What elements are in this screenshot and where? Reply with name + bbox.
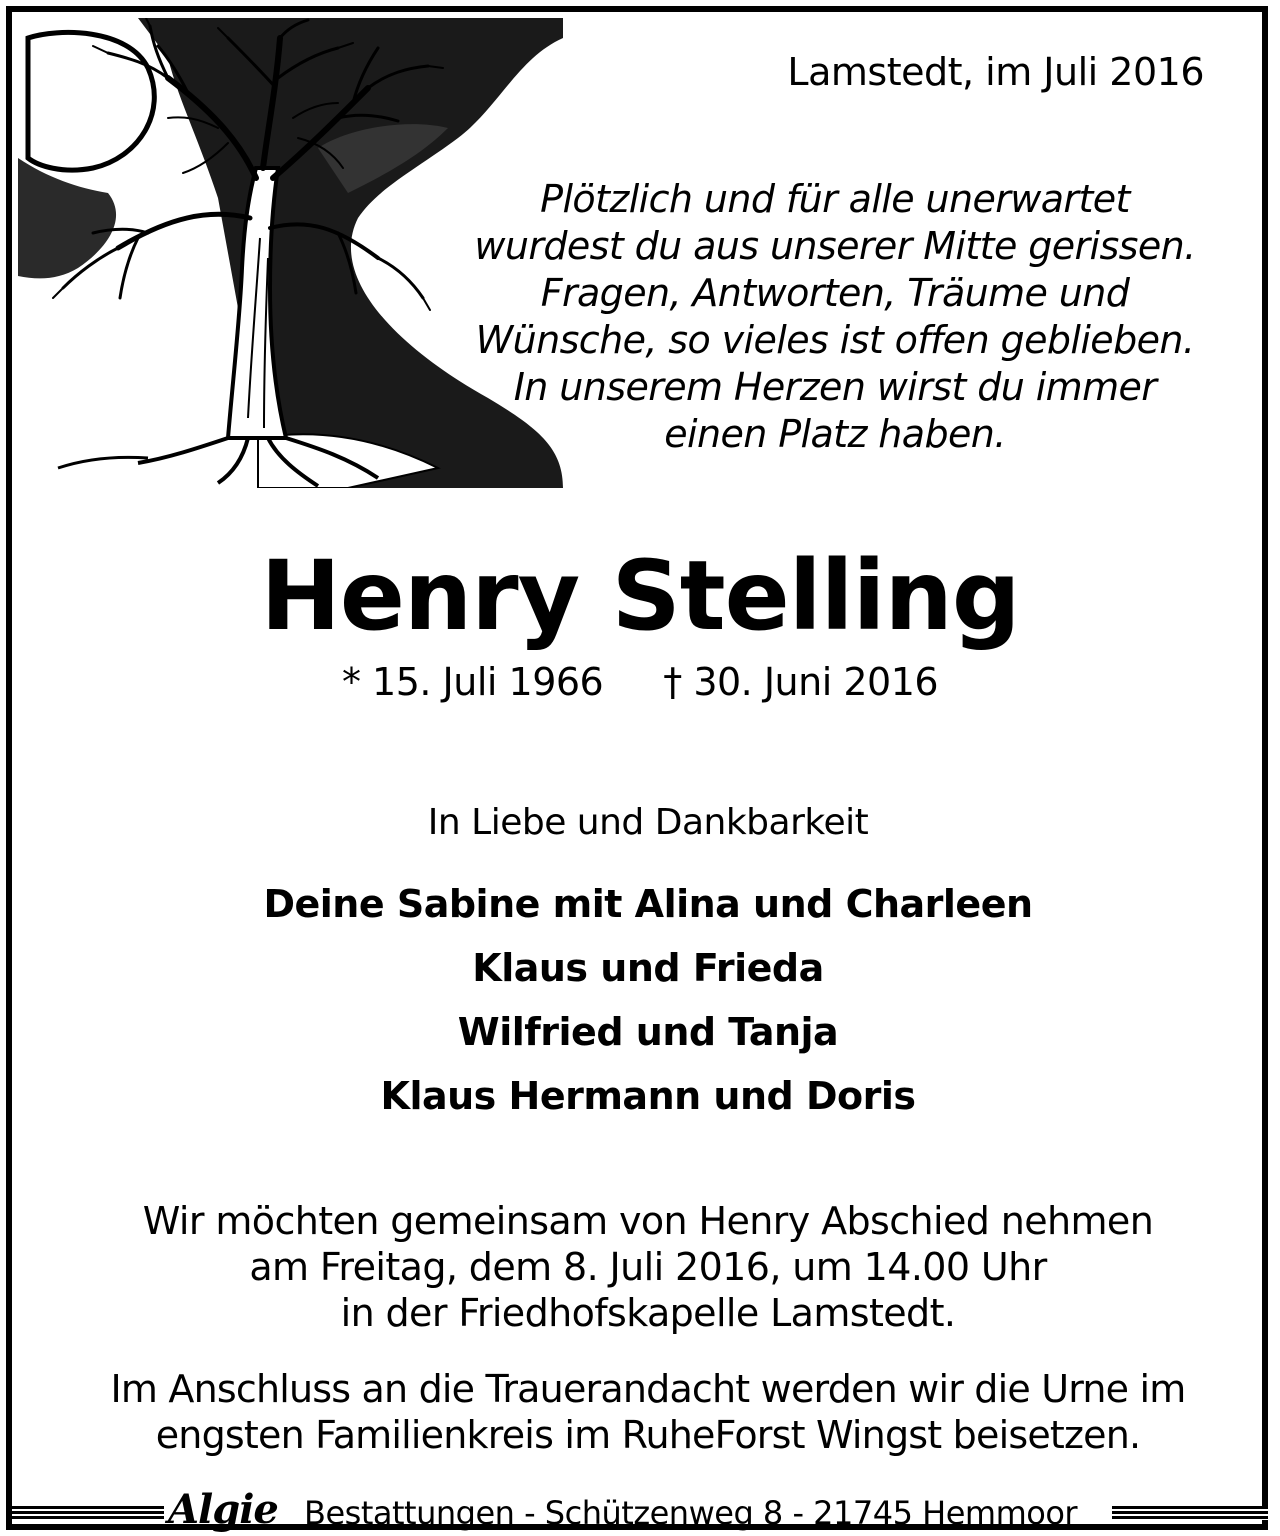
poem-line: wurdest du aus unserer Mitte gerissen. [474, 224, 1196, 268]
life-dates [0, 660, 1280, 704]
memorial-poem [470, 176, 1200, 458]
farewell-line: am Freitag, dem 8. Juli 2016, um 14.00 Uhr [249, 1245, 1047, 1289]
place-and-date: Lamstedt, im Juli 2016 [787, 50, 1204, 94]
poem-line: einen Platz haben. [664, 412, 1006, 456]
mourner-line: Klaus Hermann und Doris [380, 1074, 916, 1118]
poem-line: In unserem Herzen wirst du immer [513, 365, 1157, 409]
mourner-line: Deine Sabine mit Alina und Charleen [263, 882, 1033, 926]
funeral-home-address: Bestattungen - Schützenweg 8 - 21745 Hemmoor [304, 1494, 1078, 1532]
funeral-home-footer [0, 1486, 1280, 1536]
birth-date: * 15. Juli 1966 [341, 660, 604, 704]
farewell-notice [0, 1198, 1280, 1336]
farewell-line: in der Friedhofskapelle Lamstedt. [340, 1291, 956, 1335]
footer-rule-right [1112, 1506, 1268, 1520]
death-date: † 30. Juni 2016 [663, 660, 939, 704]
mourner-line: Klaus und Frieda [472, 946, 824, 990]
foliage-shading-left [18, 158, 116, 278]
moon-icon [28, 32, 154, 170]
burial-notice [0, 1366, 1280, 1458]
deceased-name: Henry Stelling [260, 540, 1020, 652]
poem-line: Wünsche, so vieles ist offen geblieben. [475, 318, 1195, 362]
burial-line: engsten Familienkreis im RuheForst Wingst beisetzen. [155, 1413, 1141, 1457]
poem-line: Plötzlich und für alle unerwartet [540, 177, 1130, 221]
burial-line: Im Anschluss an die Trauerandacht werden wir die Urne im [110, 1367, 1186, 1411]
mourner-line: Wilfried und Tanja [457, 1010, 839, 1054]
footer-rule-left [12, 1506, 164, 1520]
dedication-line: In Liebe und Dankbarkeit [427, 802, 869, 843]
poem-line: Fragen, Antworten, Träume und [540, 271, 1130, 315]
mourners-list [0, 872, 1280, 1128]
funeral-home-logo: Algie [168, 1486, 278, 1533]
farewell-line: Wir möchten gemeinsam von Henry Abschied nehmen [142, 1199, 1154, 1243]
